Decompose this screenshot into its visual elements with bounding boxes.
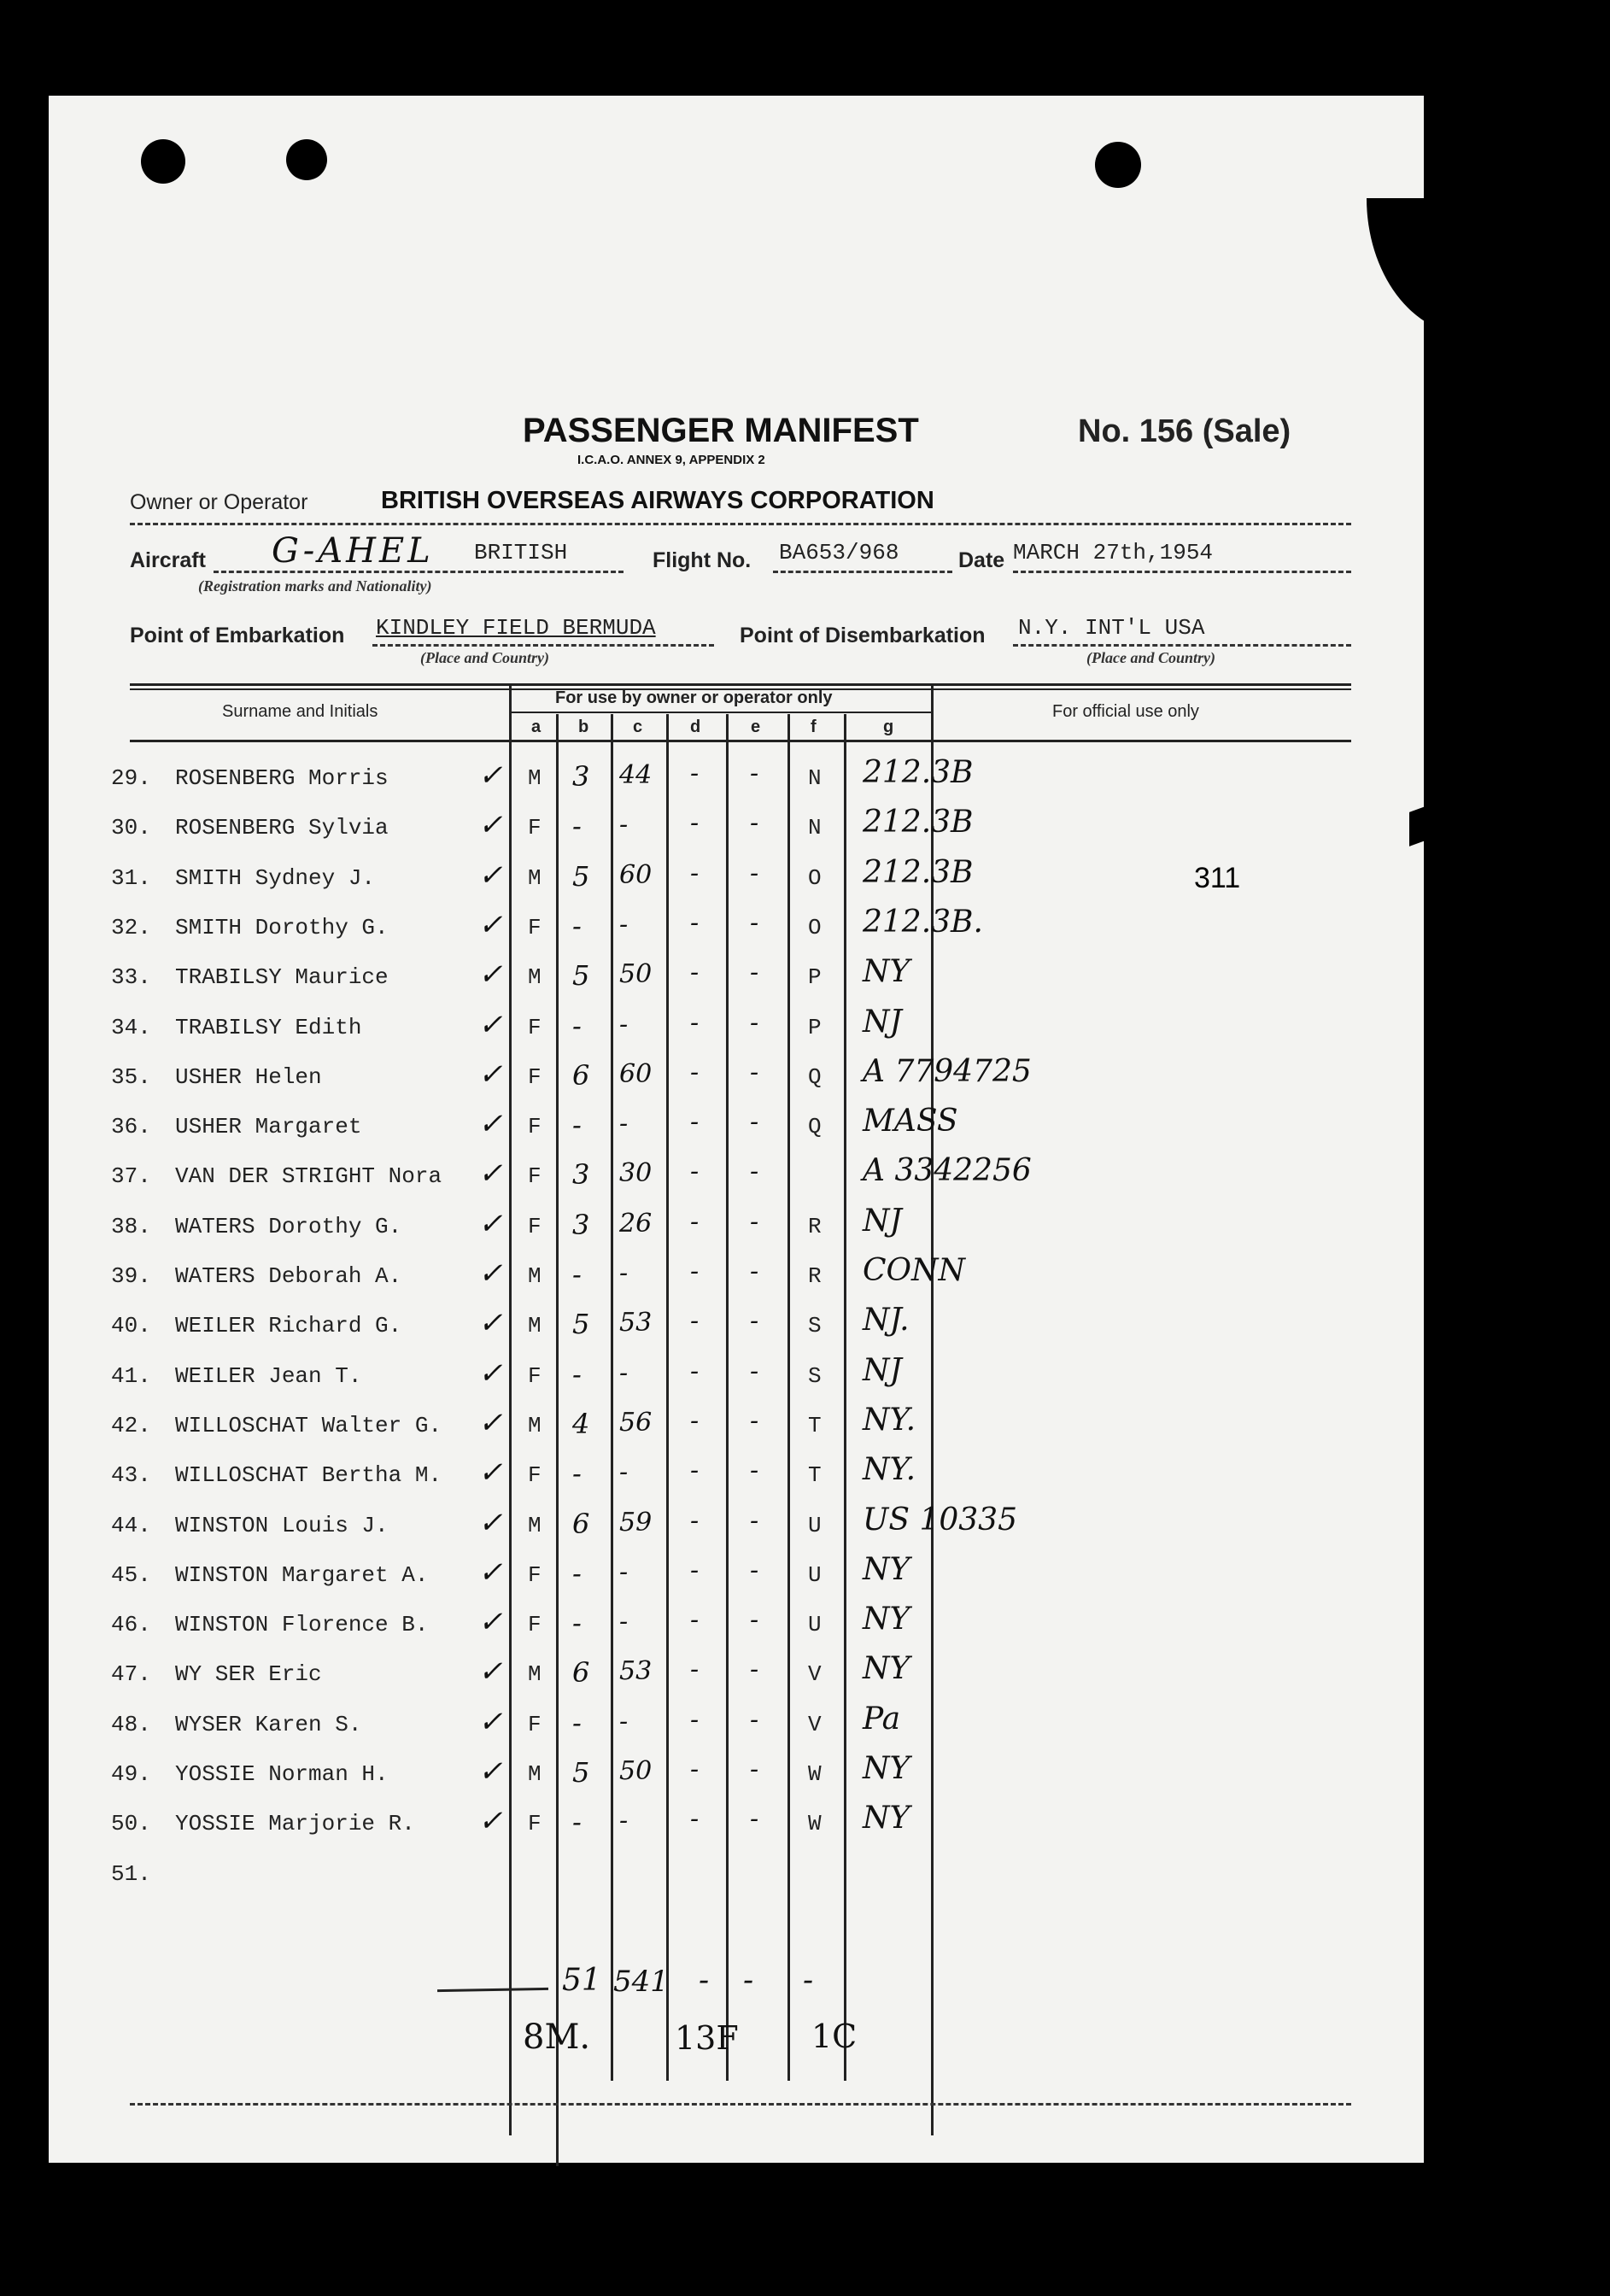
cell-d: -: [690, 1256, 700, 1286]
summary-male: 8M.: [523, 2018, 591, 2057]
cell-a-sex: M: [528, 964, 542, 991]
cell-b: 5: [572, 959, 590, 993]
row-number: 45.: [111, 1561, 151, 1588]
cell-d: -: [690, 1505, 700, 1536]
row-number: 44.: [111, 1512, 151, 1538]
cell-a-sex: F: [528, 1114, 542, 1140]
cell-c: -: [619, 1357, 629, 1388]
row-number: 32.: [111, 914, 151, 940]
aircraft-nationality: BRITISH: [474, 540, 568, 565]
cell-f: T: [808, 1412, 822, 1438]
cell-b: 4: [572, 1407, 590, 1440]
disembarkation-underline: [1013, 644, 1351, 647]
column-letter-d: d: [690, 718, 701, 736]
cell-f: O: [808, 864, 822, 891]
cell-e: -: [750, 858, 759, 888]
aircraft-label: Aircraft: [130, 548, 206, 572]
cell-d: -: [690, 1157, 700, 1187]
cell-f: R: [808, 1213, 822, 1239]
cell-a-sex: F: [528, 1163, 542, 1190]
row-number: 51.: [111, 1860, 151, 1887]
cell-f: Q: [808, 1063, 822, 1090]
check-mark: ✓: [478, 1505, 503, 1540]
cell-c: -: [619, 1457, 629, 1488]
aircraft-note: (Registration marks and Nationality): [198, 577, 432, 594]
row-number: 50.: [111, 1811, 151, 1837]
cell-c: -: [619, 810, 629, 840]
table-row: [0, 1253, 1610, 1306]
passenger-name: TRABILSY Edith: [175, 1014, 362, 1040]
table-row: [0, 1602, 1610, 1655]
check-mark: ✓: [478, 1206, 503, 1241]
cell-e: -: [750, 1206, 759, 1237]
operator-value: BRITISH OVERSEAS AIRWAYS CORPORATION: [381, 487, 934, 514]
table-row: [0, 755, 1610, 808]
cell-f: U: [808, 1512, 822, 1538]
cell-g: US 10335: [863, 1502, 1017, 1538]
row-number: 34.: [111, 1014, 151, 1040]
embarkation-label: Point of Embarkation: [130, 624, 345, 647]
cell-e: -: [750, 1605, 759, 1636]
passenger-name: YOSSIE Norman H.: [175, 1761, 389, 1787]
cell-a-sex: F: [528, 1462, 542, 1489]
table-row: [0, 954, 1610, 1007]
cell-e: -: [750, 1704, 759, 1735]
cell-b: -: [572, 1009, 582, 1042]
cell-f: Q: [808, 1114, 822, 1140]
cell-g: CONN: [863, 1253, 966, 1288]
check-mark: ✓: [478, 1306, 503, 1341]
cell-g: NY: [863, 1651, 910, 1687]
check-mark: ✓: [478, 1107, 503, 1142]
cell-c: 60: [619, 859, 653, 890]
cell-f: O: [808, 914, 822, 940]
cell-d: -: [690, 1704, 700, 1735]
check-mark: ✓: [478, 1704, 503, 1739]
passenger-name: WATERS Deborah A.: [175, 1263, 402, 1289]
cell-d: -: [690, 1356, 700, 1386]
check-mark: ✓: [478, 1157, 503, 1192]
cell-e: -: [750, 1157, 759, 1187]
cell-d: -: [690, 1107, 700, 1138]
table-row: [0, 1402, 1610, 1456]
cell-c: 53: [619, 1656, 653, 1687]
date-underline: [1013, 571, 1351, 573]
cell-e: -: [750, 1405, 759, 1436]
check-mark: ✓: [478, 858, 503, 893]
cell-f: T: [808, 1462, 822, 1489]
total-d: -: [699, 1963, 710, 1998]
cell-e: -: [750, 1456, 759, 1486]
passenger-name: SMITH Sydney J.: [175, 864, 376, 891]
check-mark: ✓: [478, 1804, 503, 1839]
column-letter-b: b: [578, 718, 589, 736]
cell-b: -: [572, 810, 582, 843]
official-column-header: For official use only: [1052, 702, 1199, 721]
cell-g: NJ: [863, 1203, 902, 1239]
cell-g: NJ: [863, 1352, 902, 1388]
cell-e: -: [750, 958, 759, 988]
row-number: 30.: [111, 815, 151, 841]
check-mark: ✓: [478, 1256, 503, 1291]
cell-a-sex: M: [528, 1761, 542, 1787]
check-mark: ✓: [478, 1655, 503, 1690]
cell-f: S: [808, 1362, 822, 1389]
check-mark: ✓: [478, 1456, 503, 1491]
table-top-rule: [130, 683, 1351, 686]
cell-e: -: [750, 1256, 759, 1286]
cell-g: NY.: [863, 1402, 916, 1438]
table-row: [0, 1452, 1610, 1505]
check-mark: ✓: [478, 958, 503, 993]
passenger-name: SMITH Dorothy G.: [175, 914, 389, 940]
bottom-rule: [130, 2103, 1351, 2106]
row-number: 42.: [111, 1412, 151, 1438]
punch-hole-left: [141, 139, 185, 184]
cell-c: 59: [619, 1507, 653, 1538]
row-number: 38.: [111, 1213, 151, 1239]
cell-f: R: [808, 1263, 822, 1289]
cell-g: 212.3B: [863, 805, 974, 840]
cell-f: S: [808, 1313, 822, 1339]
table-row: [0, 1801, 1610, 1854]
name-column-header: Surname and Initials: [222, 702, 378, 721]
cell-a-sex: F: [528, 1711, 542, 1737]
cell-b: -: [572, 1806, 582, 1839]
cell-d: -: [690, 1804, 700, 1835]
total-b: 51: [562, 1963, 601, 1998]
check-mark: ✓: [478, 1057, 503, 1092]
cell-f: N: [808, 815, 822, 841]
cell-d: -: [690, 1754, 700, 1784]
cell-d: -: [690, 1306, 700, 1337]
table-row: [0, 1502, 1610, 1555]
table-row: [0, 1551, 1610, 1605]
cell-a-sex: F: [528, 1213, 542, 1239]
manifest-number: No. 156 (Sale): [1078, 413, 1291, 449]
passenger-name: ROSENBERG Morris: [175, 765, 389, 791]
table-row: [0, 1153, 1610, 1206]
cell-e: -: [750, 758, 759, 788]
cell-e: -: [750, 1754, 759, 1784]
cell-f: P: [808, 1014, 822, 1040]
cell-d: -: [690, 1405, 700, 1436]
row-number: 31.: [111, 864, 151, 891]
cell-b: -: [572, 1706, 582, 1739]
check-mark: ✓: [478, 1555, 503, 1590]
row-number: 48.: [111, 1711, 151, 1737]
table-row: [0, 1854, 1610, 1904]
cell-f: V: [808, 1661, 822, 1688]
row-number: 43.: [111, 1462, 151, 1489]
cell-d: -: [690, 1555, 700, 1585]
total-e: -: [743, 1963, 754, 1998]
passenger-name: VAN DER STRIGHT Nora: [175, 1163, 442, 1190]
cell-b: -: [572, 1556, 582, 1590]
cell-f: W: [808, 1761, 822, 1787]
check-mark: ✓: [478, 1356, 503, 1391]
cell-f: N: [808, 765, 822, 791]
cell-f: U: [808, 1612, 822, 1638]
column-letter-e: e: [751, 718, 761, 736]
table-row: [0, 1104, 1610, 1157]
passenger-name: WINSTON Louis J.: [175, 1512, 389, 1538]
row-number: 49.: [111, 1761, 151, 1787]
check-mark: ✓: [478, 808, 503, 843]
cell-g: Pa: [863, 1701, 901, 1737]
cell-a-sex: M: [528, 765, 542, 791]
check-mark: ✓: [478, 1605, 503, 1640]
table-row: [0, 1651, 1610, 1704]
cell-c: -: [619, 1009, 629, 1040]
row-number: 35.: [111, 1063, 151, 1090]
cell-b: 6: [572, 1507, 590, 1540]
operator-label: Owner or Operator: [130, 490, 308, 514]
cell-g: 212.3B: [863, 755, 974, 790]
cell-b: -: [572, 909, 582, 942]
row-number: 40.: [111, 1313, 151, 1339]
cell-g: 212.3B.: [863, 904, 983, 940]
cell-e: -: [750, 1804, 759, 1835]
passenger-name: WINSTON Florence B.: [175, 1612, 429, 1638]
row-number: 47.: [111, 1661, 151, 1688]
cell-g: NJ: [863, 1004, 902, 1040]
row-number: 41.: [111, 1362, 151, 1389]
table-row: [0, 1053, 1610, 1107]
cell-b: 3: [572, 1158, 590, 1192]
cell-c: 30: [619, 1158, 653, 1189]
flight-number: BA653/968: [779, 540, 899, 565]
aircraft-registration: G-AHEL: [272, 531, 434, 571]
passenger-name: USHER Margaret: [175, 1114, 362, 1140]
cell-b: -: [572, 1457, 582, 1491]
column-letter-c: c: [633, 718, 643, 736]
table-row: [0, 1004, 1610, 1057]
table-row: [0, 1701, 1610, 1754]
cell-c: -: [619, 1706, 629, 1737]
row-number: 33.: [111, 964, 151, 991]
cell-d: -: [690, 1655, 700, 1685]
cell-c: -: [619, 909, 629, 940]
cell-g: MASS: [863, 1104, 958, 1139]
cell-a-sex: F: [528, 815, 542, 841]
disembarkation-note: (Place and Country): [1086, 649, 1215, 666]
cell-c: -: [619, 1806, 629, 1836]
table-row: [0, 1203, 1610, 1256]
cell-e: -: [750, 1505, 759, 1536]
cell-a-sex: M: [528, 1512, 542, 1538]
cell-a-sex: F: [528, 1063, 542, 1090]
cell-e: -: [750, 1655, 759, 1685]
column-letter-f: f: [811, 718, 817, 736]
cell-c: 50: [619, 1756, 653, 1786]
passenger-name: USHER Helen: [175, 1063, 322, 1090]
cell-a-sex: M: [528, 864, 542, 891]
passenger-name: WY SER Eric: [175, 1661, 322, 1688]
summary-female: 13F: [675, 2019, 739, 2057]
cell-b: 6: [572, 1058, 590, 1092]
aircraft-underline: [214, 571, 624, 573]
passenger-name: ROSENBERG Sylvia: [175, 815, 389, 841]
check-mark: ✓: [478, 907, 503, 942]
row-number: 37.: [111, 1163, 151, 1190]
cell-f: U: [808, 1561, 822, 1588]
table-row: [0, 854, 1610, 908]
column-letter-a: a: [531, 718, 542, 736]
table-row: [0, 805, 1610, 858]
cell-e: -: [750, 907, 759, 938]
cell-d: -: [690, 1456, 700, 1486]
row-number: 36.: [111, 1114, 151, 1140]
punch-hole-right: [1095, 142, 1141, 188]
cell-f: V: [808, 1711, 822, 1737]
cell-d: -: [690, 1605, 700, 1636]
disembarkation-value: N.Y. INT'L USA: [1018, 615, 1205, 641]
cell-g: NY: [863, 1801, 910, 1836]
cell-c: 60: [619, 1058, 653, 1089]
embarkation-note: (Place and Country): [420, 649, 549, 666]
cell-a-sex: F: [528, 914, 542, 940]
cell-c: 26: [619, 1208, 653, 1239]
check-mark: ✓: [478, 1754, 503, 1789]
cell-d: -: [690, 808, 700, 839]
table-row: [0, 1352, 1610, 1406]
cell-a-sex: F: [528, 1811, 542, 1837]
cell-b: -: [572, 1607, 582, 1640]
row-number: 29.: [111, 765, 151, 791]
cell-a-sex: M: [528, 1661, 542, 1688]
passenger-name: YOSSIE Marjorie R.: [175, 1811, 415, 1837]
passenger-name: WEILER Richard G.: [175, 1313, 402, 1339]
cell-g: NY: [863, 1751, 910, 1786]
cell-c: -: [619, 1258, 629, 1288]
table-row: [0, 904, 1610, 958]
cell-c: 53: [619, 1308, 653, 1338]
official-use-value: 311: [1194, 861, 1241, 894]
cell-e: -: [750, 1356, 759, 1386]
cell-d: -: [690, 858, 700, 888]
column-letter-g: g: [883, 718, 894, 736]
cell-b: -: [572, 1357, 582, 1391]
owner-group-header: For use by owner or operator only: [555, 688, 833, 707]
cell-d: -: [690, 1057, 700, 1087]
punch-hole-middle: [286, 139, 327, 180]
disembarkation-label: Point of Disembarkation: [740, 624, 986, 647]
cell-g: A 3342256: [863, 1153, 1032, 1189]
cell-b: 3: [572, 1208, 590, 1241]
cell-e: -: [750, 1306, 759, 1337]
cell-g: NJ.: [863, 1303, 910, 1338]
cell-e: -: [750, 1107, 759, 1138]
cell-a-sex: M: [528, 1263, 542, 1289]
cell-g: NY: [863, 954, 910, 990]
cell-e: -: [750, 1555, 759, 1585]
embarkation-value: KINDLEY FIELD BERMUDA: [376, 615, 656, 641]
total-f: -: [803, 1963, 814, 1998]
cell-b: 3: [572, 760, 590, 793]
cell-d: -: [690, 1007, 700, 1038]
cell-e: -: [750, 1007, 759, 1038]
check-mark: ✓: [478, 1007, 503, 1042]
cell-b: 5: [572, 1308, 590, 1341]
cell-b: 5: [572, 859, 590, 893]
cell-b: -: [572, 1258, 582, 1291]
cell-a-sex: F: [528, 1612, 542, 1638]
total-c: 541: [613, 1965, 669, 1999]
cell-g: A 7794725: [863, 1053, 1032, 1089]
table-header-rule: [130, 740, 1351, 742]
cell-g: NY.: [863, 1452, 916, 1488]
cell-g: NY: [863, 1602, 910, 1637]
passenger-name: WATERS Dorothy G.: [175, 1213, 402, 1239]
cell-f: W: [808, 1811, 822, 1837]
passenger-name: WEILER Jean T.: [175, 1362, 362, 1389]
passenger-name: WINSTON Margaret A.: [175, 1561, 429, 1588]
passenger-name: WILLOSCHAT Walter G.: [175, 1412, 442, 1438]
operator-underline: [130, 523, 1351, 525]
summary-child: 1C: [811, 2018, 858, 2055]
cell-d: -: [690, 958, 700, 988]
cell-g: 212.3B: [863, 854, 974, 890]
cell-a-sex: F: [528, 1014, 542, 1040]
cell-e: -: [750, 808, 759, 839]
cell-a-sex: F: [528, 1362, 542, 1389]
cell-c: -: [619, 1109, 629, 1139]
cell-b: 6: [572, 1656, 590, 1690]
cell-c: 50: [619, 959, 653, 990]
cell-d: -: [690, 758, 700, 788]
flight-label: Flight No.: [653, 548, 752, 572]
passenger-name: TRABILSY Maurice: [175, 964, 389, 991]
embarkation-underline: [372, 644, 714, 647]
cell-c: -: [619, 1607, 629, 1637]
cell-d: -: [690, 1206, 700, 1237]
check-mark: ✓: [478, 758, 503, 793]
cell-a-sex: M: [528, 1412, 542, 1438]
table-row: [0, 1751, 1610, 1804]
date-label: Date: [958, 548, 1005, 572]
cell-c: -: [619, 1556, 629, 1587]
cell-g: NY: [863, 1551, 910, 1587]
flight-date: MARCH 27th,1954: [1013, 540, 1214, 565]
cell-b: -: [572, 1109, 582, 1142]
cell-a-sex: M: [528, 1313, 542, 1339]
cell-f: P: [808, 964, 822, 991]
page-subtitle: I.C.A.O. ANNEX 9, APPENDIX 2: [577, 453, 765, 467]
page-title: PASSENGER MANIFEST: [523, 412, 919, 449]
cell-e: -: [750, 1057, 759, 1087]
table-row: [0, 1303, 1610, 1356]
cell-a-sex: F: [528, 1561, 542, 1588]
cell-c: 56: [619, 1407, 653, 1438]
passenger-name: WYSER Karen S.: [175, 1711, 362, 1737]
flight-underline: [773, 571, 952, 573]
row-number: 46.: [111, 1612, 151, 1638]
passenger-name: WILLOSCHAT Bertha M.: [175, 1462, 442, 1489]
cell-d: -: [690, 907, 700, 938]
group-header-rule: [509, 712, 931, 713]
cell-b: 5: [572, 1756, 590, 1789]
cell-c: 44: [619, 760, 653, 790]
row-number: 39.: [111, 1263, 151, 1289]
check-mark: ✓: [478, 1405, 503, 1440]
